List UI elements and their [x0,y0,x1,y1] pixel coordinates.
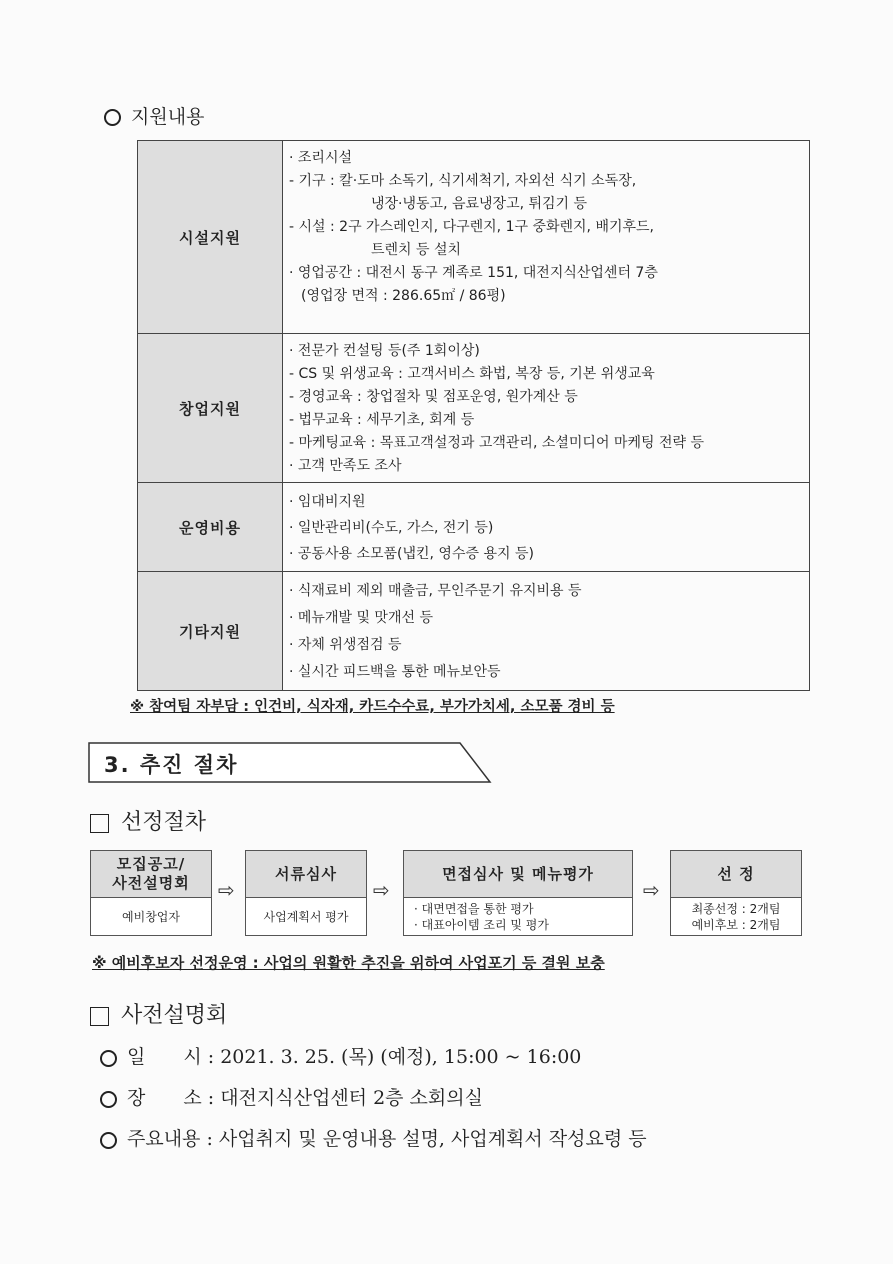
briefing-item-value: 2021. 3. 25. (목) (예정), 15:00 ~ 16:00 [220,1046,582,1068]
detail-line: - 법무교육 : 세무기초, 회계 등 [289,412,475,428]
flow-step-sub-line: 예비후보 : 2개팀 [691,918,781,932]
support-category: 시설지원 [138,141,283,334]
support-detail [283,141,810,334]
flow-step-title: 서류심사 [246,851,366,898]
square-bullet-icon [90,814,109,833]
briefing-heading [90,998,227,1029]
briefing-item-label: 주요내용 [127,1128,201,1150]
support-row-startup [138,334,810,483]
square-bullet-icon [90,1007,109,1026]
detail-line: - 기구 : 칼·도마 소독기, 식기세척기, 자외선 식기 소독장, [289,173,637,189]
flow-step-interview [403,850,633,936]
flow-step-sub-line: · 대면면접을 통한 평가 [414,902,534,916]
support-heading [104,102,204,129]
detail-line: - CS 및 위생교육 : 고객서비스 화법, 복장 등, 기본 위생교육 [289,366,655,382]
selection-heading-text: 선정절차 [121,810,207,835]
briefing-item-date: 일 시 : 2021. 3. 25. (목) (예정), 15:00 ~ 16:00 [100,1042,581,1069]
circle-bullet-icon [100,1050,117,1067]
self-burden-note: ※ 참여팀 자부담 : 인건비, 식자재, 카드수수료, 부가가치세, 소모품 경비 등 [130,699,615,715]
briefing-item-content: 주요내용 : 사업취지 및 운영내용 설명, 사업계획서 작성요령 등 [100,1124,647,1151]
support-row-operating [138,483,810,572]
circle-bullet-icon [100,1091,117,1108]
detail-line: - 시설 : 2구 가스레인지, 다구렌지, 1구 중화렌지, 배기후드, [289,219,654,235]
circle-bullet-icon [104,109,121,126]
flow-step-sub-line: 최종선정 : 2개팀 [691,902,781,916]
detail-line: · 자체 위생점검 등 [289,637,402,653]
detail-line: · 조리시설 [289,150,352,166]
flow-step-sub [91,898,211,936]
detail-line: (영업장 면적 : 286.65㎡ / 86평) [301,288,506,304]
flow-step-title-line: 사전설명회 [112,874,190,892]
detail-line: · 식재료비 제외 매출금, 무인주문기 유지비용 등 [289,583,582,599]
flow-step-title: 선 정 [671,851,801,898]
briefing-item-place: 장 소 : 대전지식산업센터 2층 소회의실 [100,1083,483,1110]
briefing-item-value: 대전지식산업센터 2층 소회의실 [220,1087,483,1109]
support-category: 운영비용 [138,483,283,572]
flow-step-sub [246,898,366,936]
detail-line: · 임대비지원 [289,494,366,510]
detail-line: - 경영교육 : 창업절차 및 점포운영, 원가계산 등 [289,389,578,405]
flow-step-selected [670,850,802,936]
briefing-heading-text: 사전설명회 [121,1003,228,1028]
detail-line: · 전문가 컨설팅 등(주 1회이상) [289,343,480,359]
flow-step-title [91,851,211,898]
briefing-item-value: 사업취지 및 운영내용 설명, 사업계획서 작성요령 등 [218,1128,647,1150]
support-category: 창업지원 [138,334,283,483]
briefing-item-label: 장 소 [127,1087,202,1109]
support-category: 기타지원 [138,572,283,691]
support-heading-text: 지원내용 [131,106,205,128]
detail-line: · 영업공간 : 대전시 동구 계족로 151, 대전지식산업센터 7층 [289,265,658,281]
detail-line: - 마케팅교육 : 목표고객설정과 고객관리, 소셜미디어 마케팅 전략 등 [289,435,704,451]
flow-step-sub [671,898,801,936]
support-table [137,140,810,691]
circle-bullet-icon [100,1132,117,1149]
flow-step-sub-line: 예비창업자 [122,910,180,924]
support-row-other [138,572,810,691]
flow-step-sub-line: 사업계획서 평가 [263,910,349,924]
support-detail [283,334,810,483]
flow-step-recruit [90,850,212,936]
right-arrow-icon: ⇨ [218,878,235,902]
flow-step-title: 면접심사 및 메뉴평가 [404,851,632,898]
flow-step-document [245,850,367,936]
selection-heading [90,805,206,836]
flow-step-sub [404,898,632,936]
detail-line: · 일반관리비(수도, 가스, 전기 등) [289,520,494,536]
detail-line: 냉장·냉동고, 음료냉장고, 튀김기 등 [371,196,588,212]
detail-line: · 실시간 피드백을 통한 메뉴보안등 [289,664,501,680]
flow-step-title-line: 모집공고/ [116,855,186,873]
briefing-item-label: 일 시 [127,1046,202,1068]
support-detail [283,483,810,572]
detail-line: · 공동사용 소모품(냅킨, 영수증 용지 등) [289,546,534,562]
detail-line: · 메뉴개발 및 맛개선 등 [289,610,433,626]
detail-line: 트렌치 등 설치 [371,242,462,258]
right-arrow-icon: ⇨ [643,878,660,902]
section-title: 3. 추진 절차 [104,753,239,777]
right-arrow-icon: ⇨ [373,878,390,902]
detail-line: · 고객 만족도 조사 [289,458,402,474]
support-detail [283,572,810,691]
flow-step-sub-line: · 대표아이템 조리 및 평가 [414,918,549,932]
reserve-candidate-note: ※ 예비후보자 선정운영 : 사업의 원활한 추진을 위하여 사업포기 등 결원 보충 [92,954,605,972]
support-row-facility [138,141,810,334]
